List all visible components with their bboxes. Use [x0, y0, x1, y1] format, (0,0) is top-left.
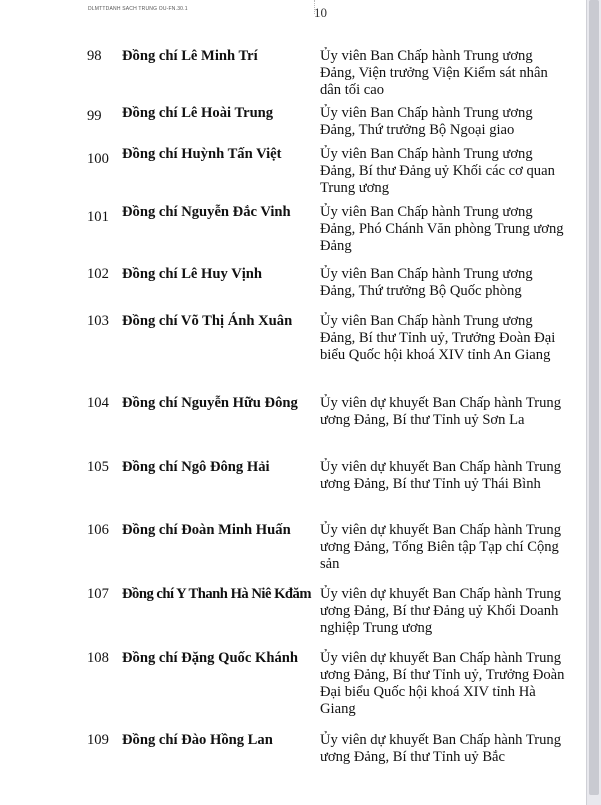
- member-name: Đồng chí Đào Hồng Lan: [122, 732, 273, 748]
- member-role: Ủy viên Ban Chấp hành Trung ương Đảng, Thứ trưởng Bộ Quốc phòng: [320, 266, 533, 299]
- member-name: Đồng chí Huỳnh Tấn Việt: [122, 146, 282, 162]
- member-name: Đồng chí Lê Hoài Trung: [122, 105, 274, 121]
- row-number: 105: [87, 459, 109, 475]
- row-number: 103: [87, 313, 109, 329]
- scrollbar-thumb[interactable]: [589, 0, 599, 795]
- row-number: 100: [87, 151, 109, 167]
- member-name: Đồng chí Đoàn Minh Huấn: [122, 522, 291, 538]
- member-name: Đồng chí Lê Huy Vịnh: [122, 266, 263, 282]
- row-number: 107: [87, 586, 109, 602]
- member-role: Ủy viên dự khuyết Ban Chấp hành Trung ương Đảng, Bí thư Tỉnh uỷ, Trưởng Đoàn Đại biểu Quốc hội khoá XIV tỉnh Hà Giang: [320, 650, 565, 717]
- row-number: 109: [87, 732, 109, 748]
- member-role: Ủy viên Ban Chấp hành Trung ương Đảng, Phó Chánh Văn phòng Trung ương Đảng: [320, 204, 564, 254]
- page-number: 10: [314, 5, 327, 20]
- row-number: 99: [87, 108, 102, 124]
- row-number: 106: [87, 522, 109, 538]
- member-role: Ủy viên dự khuyết Ban Chấp hành Trung ương Đảng, Tổng Biên tập Tạp chí Cộng sản: [320, 522, 561, 572]
- member-role: Ủy viên Ban Chấp hành Trung ương Đảng, Bí thư Tỉnh uỷ, Trưởng Đoàn Đại biểu Quốc hội khoá XIV tỉnh An Giang: [320, 313, 556, 363]
- member-role: Ủy viên Ban Chấp hành Trung ương Đảng, Thứ trưởng Bộ Ngoại giao: [320, 105, 533, 138]
- member-role: Ủy viên Ban Chấp hành Trung ương Đảng, Viện trưởng Viện Kiểm sát nhân dân tối cao: [320, 48, 548, 98]
- row-number: 98: [87, 48, 102, 64]
- member-role: Ủy viên Ban Chấp hành Trung ương Đảng, Bí thư Đảng uỷ Khối các cơ quan Trung ương: [320, 146, 555, 196]
- member-role: Ủy viên dự khuyết Ban Chấp hành Trung ương Đảng, Bí thư Tỉnh uỷ Thái Bình: [320, 459, 561, 492]
- vertical-scrollbar[interactable]: [586, 0, 601, 805]
- member-role: Ủy viên dự khuyết Ban Chấp hành Trung ương Đảng, Bí thư Tỉnh uỷ Sơn La: [320, 395, 561, 428]
- member-name: Đồng chí Đặng Quốc Khánh: [122, 650, 298, 666]
- member-role: Ủy viên dự khuyết Ban Chấp hành Trung ương Đảng, Bí thư Tỉnh uỷ Bắc: [320, 732, 561, 765]
- member-name: Đồng chí Nguyễn Hữu Đông: [122, 395, 298, 411]
- row-number: 104: [87, 395, 109, 411]
- member-name: Đồng chí Lê Minh Trí: [122, 48, 258, 64]
- row-number: 101: [87, 209, 109, 225]
- member-name: Đồng chí Võ Thị Ánh Xuân: [122, 313, 293, 329]
- row-number: 102: [87, 266, 109, 282]
- member-name: Đồng chí Ngô Đông Hải: [122, 459, 270, 475]
- row-number: 108: [87, 650, 109, 666]
- member-name: Đồng chí Nguyễn Đắc Vinh: [122, 204, 291, 220]
- member-role: Ủy viên dự khuyết Ban Chấp hành Trung ương Đảng, Bí thư Đảng uỷ Khối Doanh nghiệp Trung ương: [320, 586, 561, 636]
- header-doc-code: DLMTTDANH SACH TRUNG OU-FN.30.1: [88, 6, 188, 12]
- member-name: Đồng chí Y Thanh Hà Niê Kđăm: [122, 586, 312, 602]
